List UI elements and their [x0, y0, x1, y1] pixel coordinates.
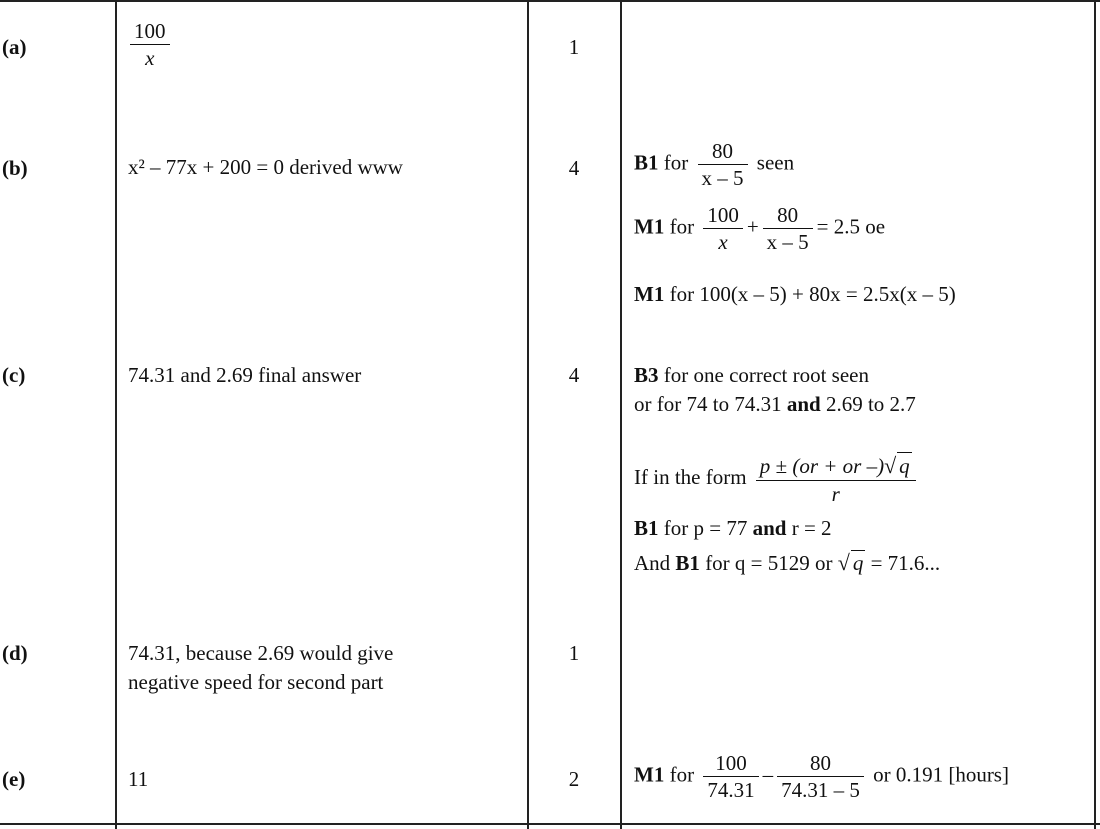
guidance-c-2: or for 74 to 74.31 and 2.69 to 2.7 — [634, 392, 916, 416]
fraction-80-over-x-minus-5-2: $\frac{80}{x - 5}$ — [763, 202, 813, 256]
guidance-c-1: B3 for one correct root seen — [634, 363, 869, 387]
mark-d: 1 — [568, 641, 580, 665]
answer-e: 11 — [128, 767, 149, 791]
answer-a — [126, 18, 174, 72]
answer-d-line-1: 74.31, because 2.69 would give — [128, 641, 394, 665]
mark-c: 4 — [568, 363, 580, 387]
table-top-border — [0, 0, 1100, 2]
fraction-100-over-x-2: $\frac{100}{x}$ — [703, 202, 743, 256]
table-bottom-border — [0, 823, 1100, 825]
column-divider-3 — [620, 0, 622, 829]
part-label-a: (a) — [2, 35, 27, 59]
part-label-e: (e) — [2, 767, 26, 791]
table-right-border — [1094, 0, 1096, 829]
guidance-c-5: And B1 for q = 5129 or √ q = 71.6... — [634, 550, 941, 575]
fraction-80-over-74-31-minus-5: $\frac{80}{74.31 - 5}$ — [777, 750, 864, 804]
guidance-b-2: M1 for $\frac{100}{x}$ + $\frac{80}{x - 5}$ = 2.5 oe — [634, 203, 886, 255]
part-label-d: (d) — [2, 641, 28, 665]
answer-c: 74.31 and 2.69 final answer — [128, 363, 362, 387]
mark-e: 2 — [568, 767, 580, 791]
mark-b: 4 — [568, 156, 580, 180]
guidance-c-4: B1 for p = 77 and r = 2 — [634, 516, 832, 540]
fraction-100-over-74-31: $\frac{100}{74.31}$ — [703, 750, 758, 804]
column-divider-1 — [115, 0, 117, 829]
quadratic-form-fraction: $\frac{p \pm (or + or -)√ q}{r}$ — [756, 452, 916, 507]
answer-d-line-2: negative speed for second part — [128, 670, 384, 694]
fraction-100-over-x: $\frac{100}{x}$ — [130, 18, 170, 72]
answer-b: x² – 77x + 200 = 0 derived www — [128, 155, 403, 179]
sqrt-icon: √ — [884, 453, 897, 478]
guidance-e-1: M1 for $\frac{100}{74.31}$ – $\frac{80}{74.31 - 5}$ or 0.191 [hours] — [634, 751, 1009, 803]
mark-a: 1 — [568, 35, 580, 59]
part-label-b: (b) — [2, 156, 28, 180]
guidance-b-3: M1 for 100(x – 5) + 80x = 2.5x(x – 5) — [634, 282, 956, 306]
guidance-c-3: If in the form $\frac{p \pm (or + or -)√ q}{r}$ — [634, 452, 920, 507]
column-divider-2 — [527, 0, 529, 829]
fraction-80-over-x-minus-5: $\frac{80}{x - 5}$ — [698, 138, 748, 192]
sqrt-icon: √ — [837, 550, 850, 575]
guidance-b-1: B1 for $\frac{80}{x - 5}$ seen — [634, 139, 795, 191]
part-label-c: (c) — [2, 363, 26, 387]
